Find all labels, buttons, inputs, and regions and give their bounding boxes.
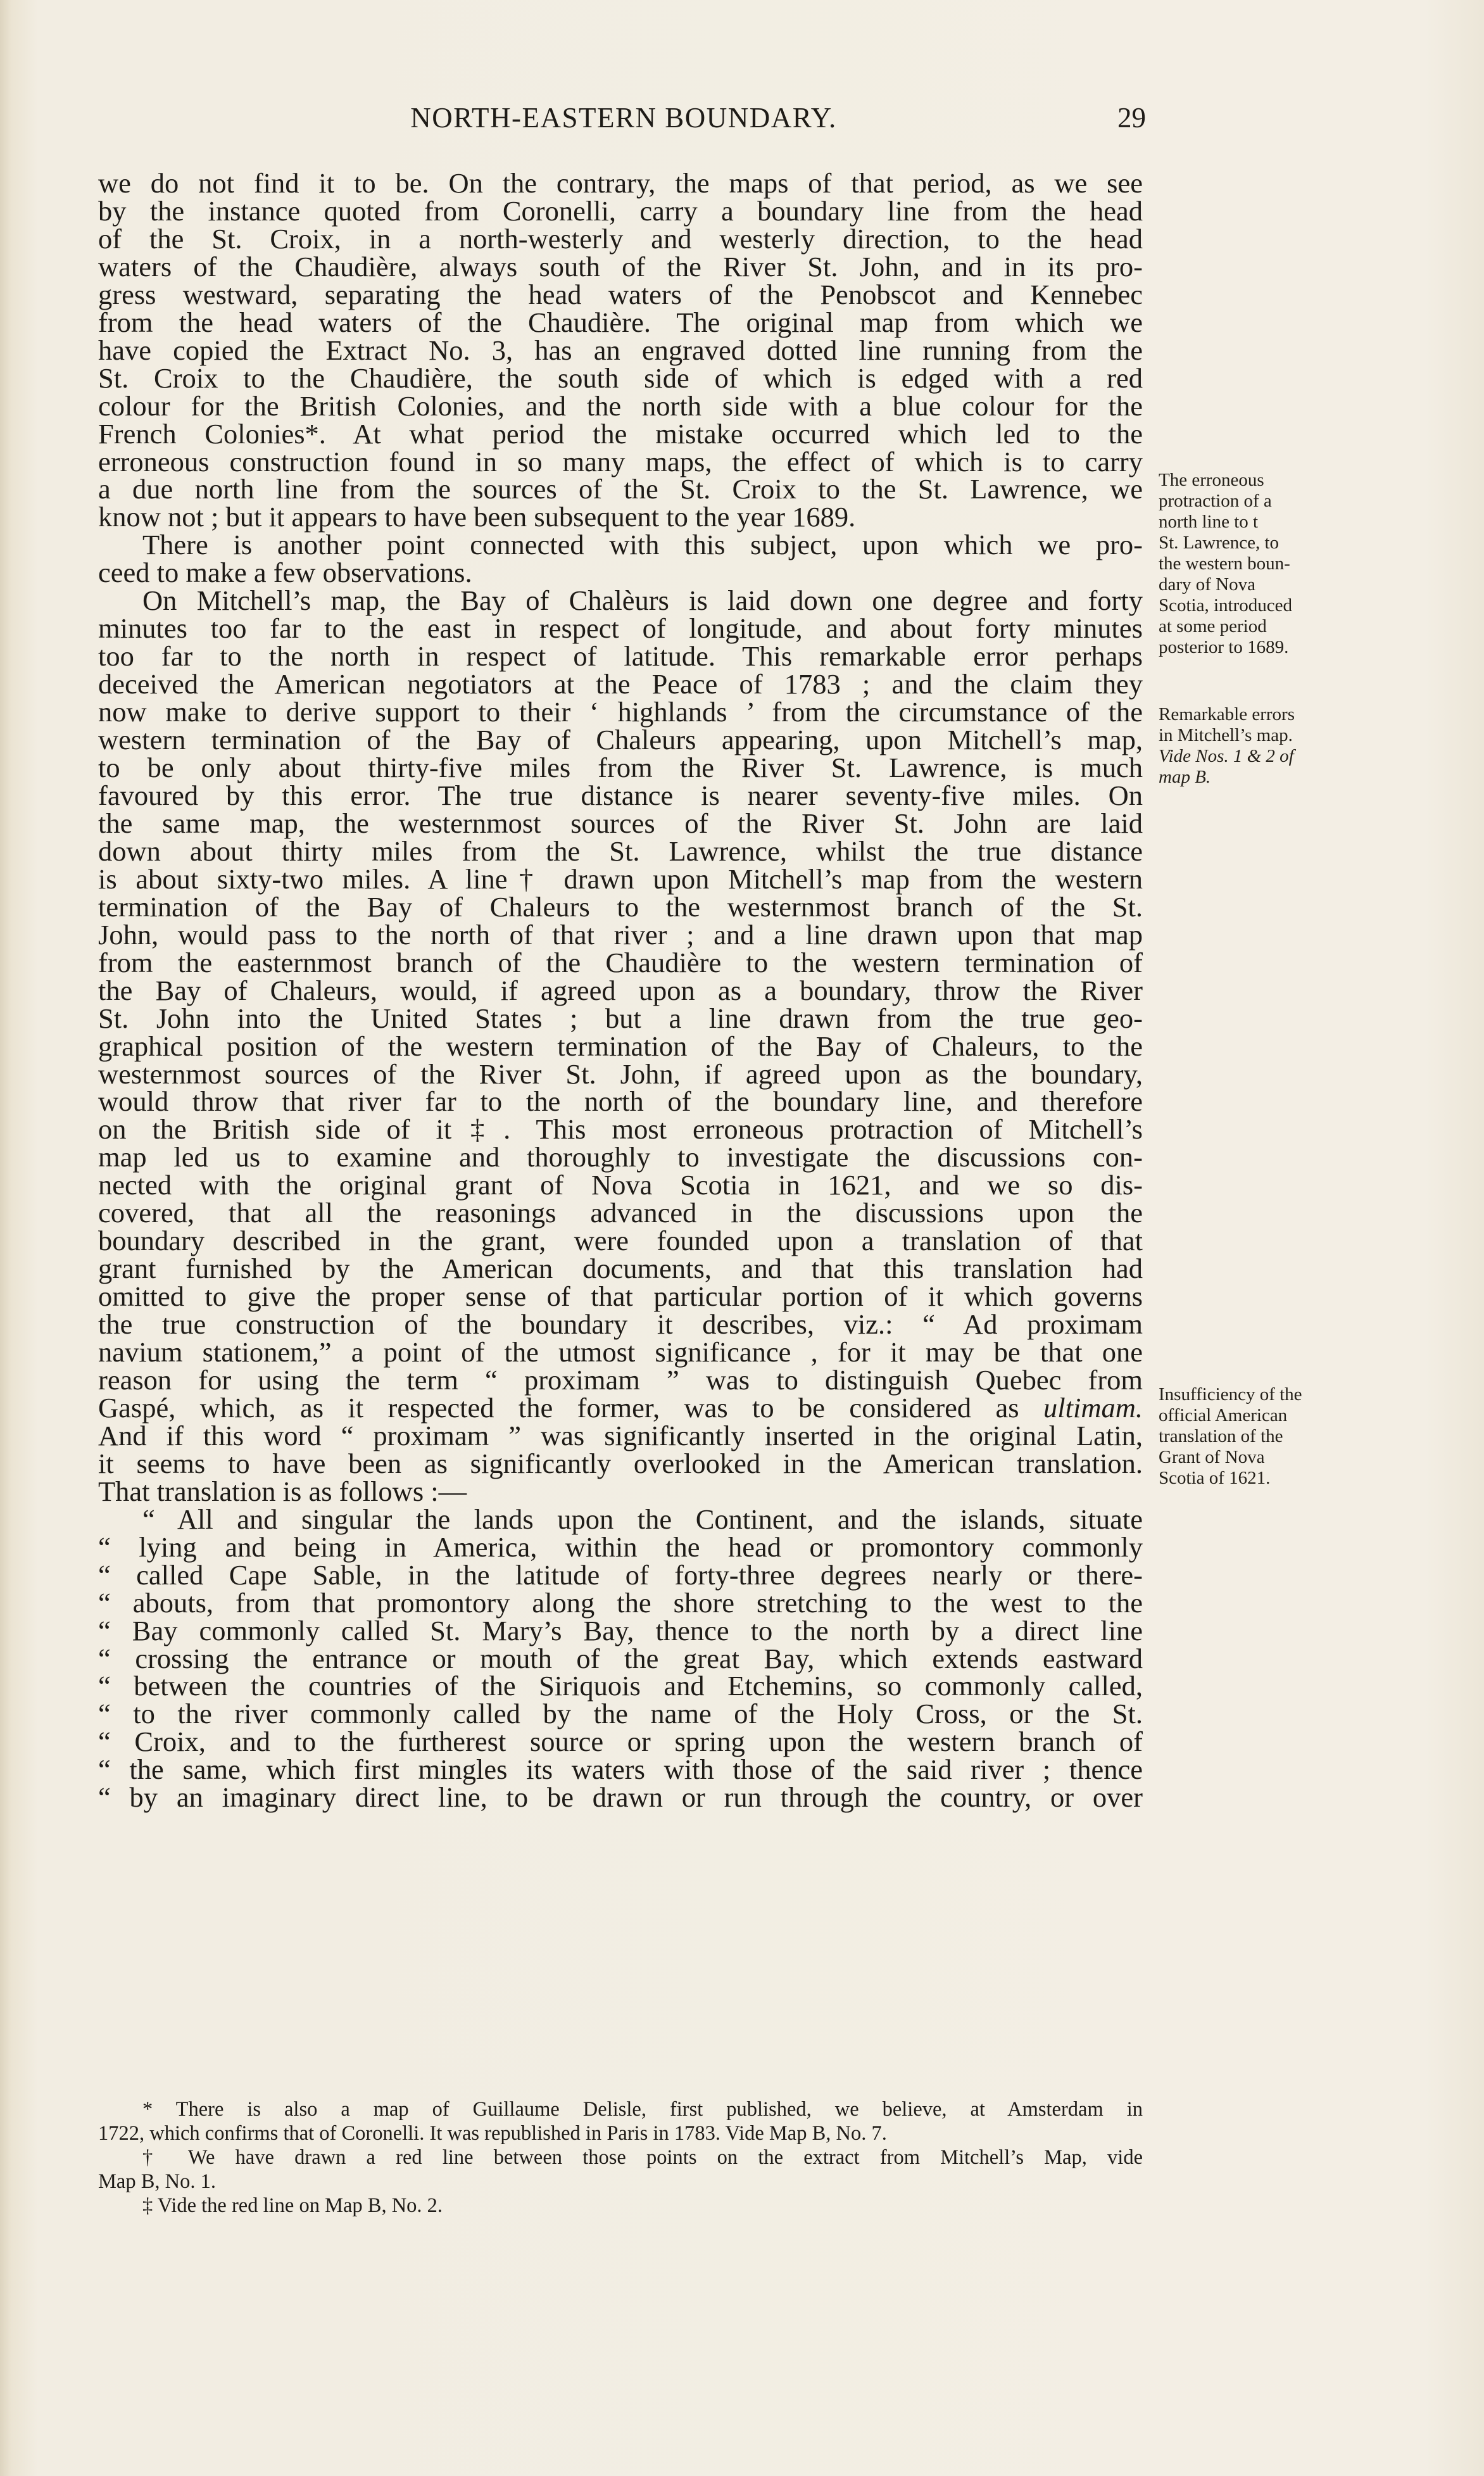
sidenote-line: north line to t <box>1159 512 1259 532</box>
text-line: “ crossing the entrance or mouth of the great Bay, which extends eastward <box>98 1642 1143 1674</box>
sidenote-line: posterior to 1689. <box>1159 637 1289 657</box>
text-line: “ by an imaginary direct line, to be drawn or run through the country, or over <box>98 1781 1143 1814</box>
text-line: termination of the Bay of Chaleurs to the westernmost branch of the St. <box>98 890 1143 923</box>
text-line: “ Bay commonly called St. Mary’s Bay, thence to the north by a direct line <box>98 1614 1143 1646</box>
running-head: NORTH-EASTERN BOUNDARY. <box>410 102 837 134</box>
text-line: westernmost sources of the River St. John, if agreed upon as the boundary, <box>98 1058 1143 1090</box>
body-text <box>98 167 1143 1814</box>
text-line: That translation is as follows :— <box>98 1475 467 1507</box>
sidenote-line: the western boun- <box>1159 553 1290 574</box>
text-line: map led us to examine and thoroughly to investigate the discussions con- <box>98 1141 1143 1173</box>
text-line: would throw that river far to the north of the boundary line, and therefore <box>98 1085 1143 1118</box>
page-header <box>101 101 1146 146</box>
sidenote-remarkable-errors <box>1159 704 1374 788</box>
text-line: is about sixty-two miles. A line† drawn upon Mitchell’s map from the western <box>98 862 1143 895</box>
text-line: too far to the north in respect of latitude. This remarkable error perhaps <box>98 640 1143 673</box>
text-line: the true construction of the boundary it describes, viz.: “ Ad proximam <box>98 1308 1143 1341</box>
text-line: of the St. Croix, in a north-westerly and westerly direction, to the head <box>98 222 1143 255</box>
sidenote-line: map B. <box>1159 767 1211 787</box>
text-line: omitted to give the proper sense of that particular portion of it which governs <box>98 1280 1143 1313</box>
text-line: gress westward, separating the head waters of the Penobscot and Kennebec <box>98 278 1143 310</box>
text-line: to be only about thirty-five miles from the River St. Lawrence, is much <box>98 752 1143 784</box>
text-line: covered, that all the reasonings advanced in the discussions upon the <box>98 1197 1143 1229</box>
text-line: now make to derive support to their ‘ highlands ’ from the circumstance of the <box>98 696 1143 728</box>
text-line: ceed to make a few observations. <box>98 557 472 589</box>
text-line: down about thirty miles from the St. Lawrence, whilst the true distance <box>98 835 1143 867</box>
text-line: “ the same, which first mingles its waters with those of the said river ; thence <box>98 1753 1143 1786</box>
sidenote-insufficiency <box>1159 1384 1374 1489</box>
sidenote-line: translation of the <box>1159 1426 1283 1446</box>
text-line: “ to the river commonly called by the name of the Holy Cross, or the St. <box>98 1698 1143 1730</box>
text-line: And if this word “ proximam ” was significantly inserted in the original Latin, <box>98 1419 1143 1451</box>
text-line: navium stationem,” a point of the utmost significance , for it may be that one <box>98 1336 1143 1368</box>
text-line: “ Croix, and to the furtherest source or spring upon the western branch of <box>98 1726 1143 1758</box>
sidenote-line: protraction of a <box>1159 491 1272 511</box>
text-line: a due north line from the sources of the St. Croix to the St. Lawrence, we <box>98 473 1143 505</box>
text-line: John, would pass to the north of that river ; and a line drawn upon that map <box>98 918 1143 951</box>
page-number: 29 <box>1117 102 1146 134</box>
sidenote-line: Insufficiency of the <box>1159 1384 1302 1405</box>
text-line: St. Croix to the Chaudière, the south side of which is edged with a red <box>98 362 1143 394</box>
text-line: grant furnished by the American documents, and that this translation had <box>98 1253 1143 1285</box>
footnote-line: * There is also a map of Guillaume Delisle, first published, we believe, at Amsterdam in <box>142 2098 1143 2121</box>
text-line: boundary described in the grant, were founded upon a translation of that <box>98 1225 1143 1257</box>
text-line: western termination of the Bay of Chaleurs appearing, upon Mitchell’s map, <box>98 724 1143 756</box>
text-line: from the head waters of the Chaudière. The original map from which we <box>98 306 1143 338</box>
sidenote-line: dary of Nova <box>1159 574 1256 595</box>
sidenote-line: Grant of Nova <box>1159 1447 1265 1467</box>
sidenote-line: St. Lawrence, to <box>1159 533 1280 553</box>
sidenote-line: Vide Nos. 1 & 2 of <box>1159 746 1294 766</box>
sidenote-line: in Mitchell’s map. <box>1159 725 1293 745</box>
text-line: on the British side of it‡. This most erroneous protraction of Mitchell’s <box>98 1113 1143 1146</box>
text-line: reason for using the term “ proximam ” was to distinguish Quebec from <box>98 1363 1143 1396</box>
footnote-line: ‡ Vide the red line on Map B, No. 2. <box>142 2194 443 2217</box>
text-line: from the easternmost branch of the Chaudière to the western termination of <box>98 946 1143 978</box>
text-line: nected with the original grant of Nova Scotia in 1621, and we so dis- <box>98 1169 1143 1201</box>
text-line: minutes too far to the east in respect of longitude, and about forty minutes <box>98 612 1143 645</box>
text-line: the same map, the westernmost sources of the River St. John are laid <box>98 807 1143 839</box>
text-line: “ between the countries of the Siriquois and Etchemins, so commonly called, <box>98 1670 1143 1702</box>
text-line: On Mitchell’s map, the Bay of Chalèurs is laid down one degree and forty <box>142 584 1143 617</box>
text-line: “ called Cape Sable, in the latitude of forty-three degrees nearly or there- <box>98 1558 1143 1591</box>
footnote-line: 1722, which confirms that of Coronelli. It was republished in Paris in 1783. Vide Map B, No. 7. <box>98 2122 887 2145</box>
text-line: the Bay of Chaleurs, would, if agreed upon as a boundary, throw the River <box>98 974 1143 1006</box>
text-line: favoured by this error. The true distance is nearer seventy-five miles. On <box>98 779 1143 811</box>
text-line: waters of the Chaudière, always south of the River St. John, and in its pro- <box>98 250 1143 282</box>
text-line: French Colonies*. At what period the mistake occurred which led to the <box>98 417 1143 450</box>
sidenote-erroneous-protraction <box>1159 470 1374 658</box>
sidenote-line: at some period <box>1159 616 1267 636</box>
sidenote-line: The erroneous <box>1159 470 1264 490</box>
sidenote-line: Scotia, introduced <box>1159 595 1293 616</box>
text-line: “ All and singular the lands upon the Continent, and the islands, situate <box>142 1503 1143 1535</box>
text-line: colour for the British Colonies, and the north side with a blue colour for the <box>98 389 1143 422</box>
text-line: have copied the Extract No. 3, has an engraved dotted line running from the <box>98 334 1143 366</box>
text-line: St. John into the United States ; but a line drawn from the true geo- <box>98 1002 1143 1034</box>
footnotes <box>98 2097 1143 2218</box>
text-line: know not ; but it appears to have been subsequent to the year 1689. <box>98 501 856 533</box>
text-line: we do not find it to be. On the contrary, the maps of that period, as we see <box>98 167 1143 199</box>
text-line: by the instance quoted from Coronelli, carry a boundary line from the head <box>98 194 1143 227</box>
text-line: “ abouts, from that promontory along the shore stretching to the west to the <box>98 1586 1143 1619</box>
text-line: graphical position of the western termination of the Bay of Chaleurs, to the <box>98 1030 1143 1062</box>
text-line: “ lying and being in America, within the head or promontory commonly <box>98 1531 1143 1563</box>
footnote-line: † We have drawn a red line between those points on the extract from Mitchell’s Map, vide <box>142 2146 1143 2169</box>
sidenote-line: official American <box>1159 1405 1288 1425</box>
text-line: Gaspé, which, as it respected the former, was to be considered as ultimam. <box>98 1391 1143 1424</box>
text-line: There is another point connected with this subject, upon which we pro- <box>142 529 1143 561</box>
text-line: deceived the American negotiators at the Peace of 1783 ; and the claim they <box>98 668 1143 700</box>
text-line: it seems to have been as significantly overlooked in the American translation. <box>98 1447 1143 1479</box>
sidenote-line: Remarkable errors <box>1159 704 1295 724</box>
sidenote-line: Scotia of 1621. <box>1159 1468 1271 1488</box>
text-line: erroneous construction found in so many maps, the effect of which is to carry <box>98 445 1143 477</box>
footnote-line: Map B, No. 1. <box>98 2170 216 2193</box>
